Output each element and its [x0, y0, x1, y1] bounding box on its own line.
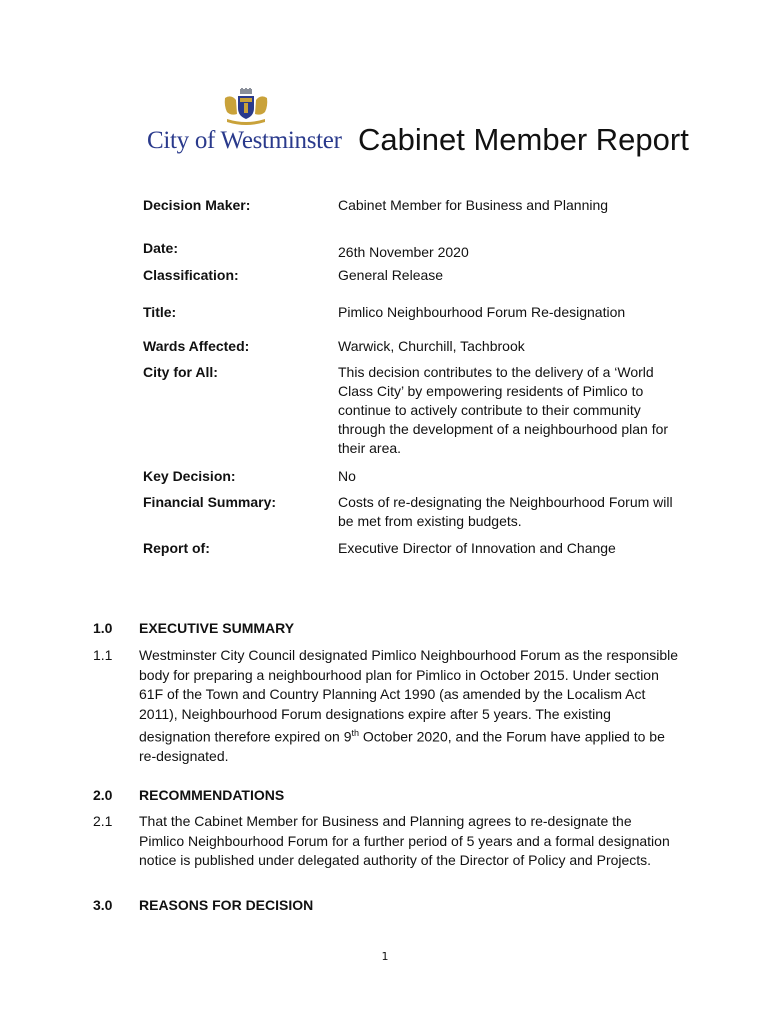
- paragraph: [139, 646, 679, 767]
- detail-label: Decision Maker:: [143, 197, 251, 213]
- detail-label: City for All:: [143, 364, 218, 380]
- section-title: REASONS FOR DECISION: [139, 897, 314, 913]
- detail-value: Warwick, Churchill, Tachbrook: [338, 338, 525, 354]
- paragraph-number: 2.1: [93, 813, 113, 829]
- report-title: Cabinet Member Report: [358, 122, 689, 157]
- detail-label: Classification:: [143, 267, 239, 283]
- section-title: RECOMMENDATIONS: [139, 787, 285, 803]
- section-number: 2.0: [93, 787, 113, 803]
- detail-value: This decision contributes to the delivery of a ‘World Class City’ by empowering residents of Pimlico to continue to actively contribute to their community through the development of a neighbourhood plan for their area.: [338, 364, 669, 456]
- detail-value: Costs of re-designating the Neighbourhood Forum will be met from existing budgets.: [338, 494, 673, 529]
- detail-value: Cabinet Member for Business and Planning: [338, 197, 609, 213]
- superscript: th: [351, 728, 359, 738]
- detail-label: Date:: [143, 240, 179, 256]
- detail-label: Wards Affected:: [143, 338, 250, 354]
- detail-value: General Release: [338, 267, 444, 283]
- detail-label: Key Decision:: [143, 468, 236, 484]
- paragraph-number: 1.1: [93, 647, 113, 663]
- detail-label: Title:: [143, 304, 177, 320]
- section-number: 3.0: [93, 897, 113, 913]
- page-number: 1: [381, 950, 389, 963]
- detail-value: 26th November 2020: [338, 244, 469, 260]
- section-number: 1.0: [93, 620, 113, 636]
- section-title: EXECUTIVE SUMMARY: [139, 620, 295, 636]
- organisation-name: City of Westminster: [147, 127, 342, 154]
- coat-of-arms-icon: [221, 88, 271, 126]
- detail-value: Executive Director of Innovation and Change: [338, 540, 616, 556]
- detail-value: No: [338, 468, 356, 484]
- detail-value: Pimlico Neighbourhood Forum Re-designation: [338, 304, 626, 320]
- paragraph-text: Westminster City Council designated Pimlico Neighbourhood Forum as the responsible body for preparing a neighbourhood plan for Pimlico in October 2015. Under section 61F of the Town and Country Planning Act 1990 (as amended by the Localism Act 2011), Neighbourhood Forum designations expire after 5 years. The existing designation therefore expired on 9: [139, 647, 678, 745]
- paragraph: That the Cabinet Member for Business and Planning agrees to re-designate the Pimlico Neighbourhood Forum for a further period of 5 years and a formal designation notice is published under delegated authority of the Director of Policy and Projects.: [139, 813, 670, 868]
- detail-label: Financial Summary:: [143, 494, 277, 510]
- paragraph-text: October 2020, and the Forum have applied to be re-designated.: [139, 728, 665, 765]
- detail-label: Report of:: [143, 540, 210, 556]
